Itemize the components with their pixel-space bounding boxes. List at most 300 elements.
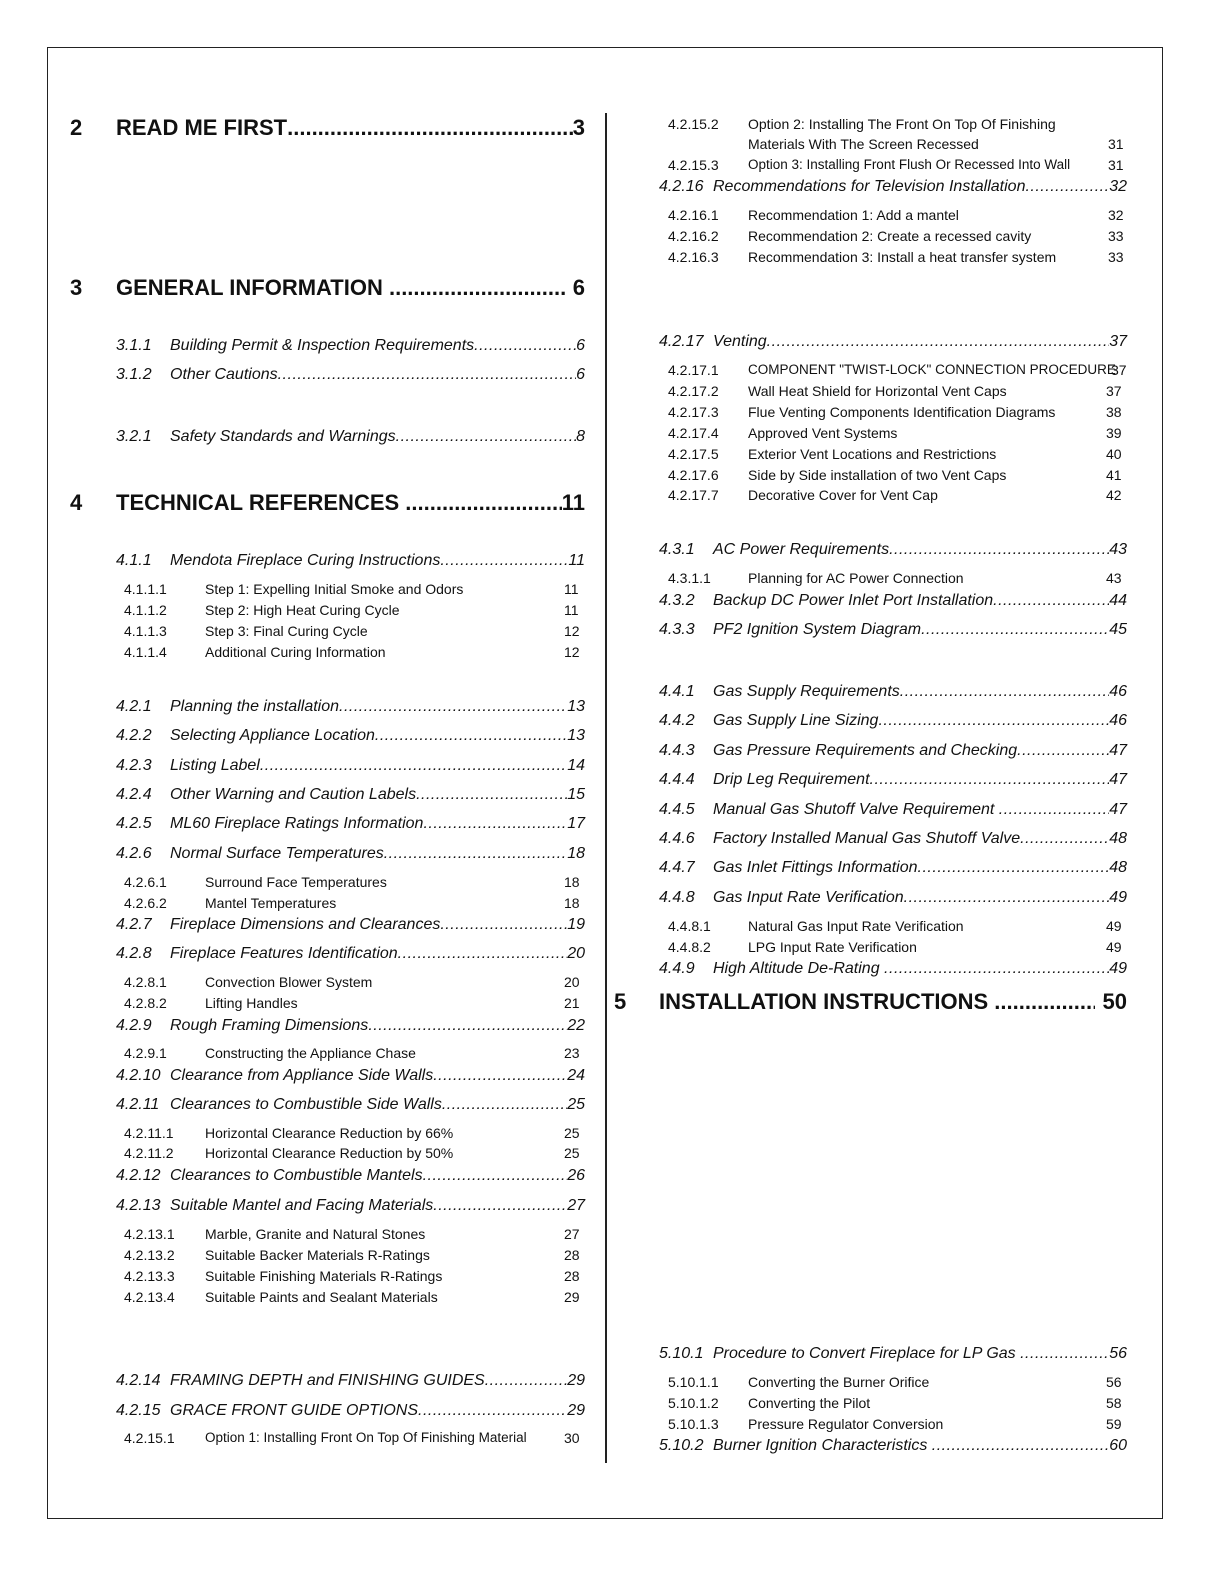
page-number: 25 <box>564 1145 580 1161</box>
toc-entry-4-2-6-1[interactable] <box>124 872 584 892</box>
dot-leader <box>932 1435 1109 1457</box>
section-title: Other Cautions <box>170 366 278 383</box>
section-title: Lifting Handles <box>205 995 298 1011</box>
toc-entry-4-4-4[interactable] <box>659 769 1127 791</box>
section-title: Approved Vent Systems <box>748 425 898 441</box>
toc-entry-4-2-13-3[interactable] <box>124 1266 584 1286</box>
section-title: Recommendation 1: Add a mantel <box>748 207 959 223</box>
dot-leader <box>440 550 568 572</box>
section-title: Pressure Regulator Conversion <box>748 1416 944 1432</box>
dot-leader <box>1025 176 1109 198</box>
section-number: 4.2.17 <box>659 333 704 350</box>
section-title: Burner Ignition Characteristics <box>713 1437 932 1454</box>
section-number: 4.3.2 <box>659 592 695 609</box>
toc-entry-4-2-6-2[interactable] <box>124 893 584 913</box>
page-number: 48 <box>1109 830 1127 847</box>
section-number: 4.2.13.1 <box>124 1226 175 1242</box>
page-number: 12 <box>564 644 580 660</box>
page-number: 49 <box>1109 960 1127 977</box>
section-title: Converting the Burner Orifice <box>748 1374 930 1390</box>
section-number: 4.1.1.1 <box>124 581 167 597</box>
section-number: 4.2.16.2 <box>668 228 719 244</box>
page-number: 33 <box>1108 249 1124 265</box>
page-number: 6 <box>576 337 585 354</box>
dot-leader <box>423 1165 568 1187</box>
section-number: 4.2.6.1 <box>124 874 167 890</box>
toc-entry-4-2-6[interactable] <box>116 843 585 865</box>
toc-entry-4-3-3[interactable] <box>659 619 1127 641</box>
chapter-number: 2 <box>70 115 83 140</box>
dot-leader <box>287 114 573 142</box>
section-title: Building Permit & Inspection Requirements <box>170 337 475 354</box>
toc-entry-3-2-1[interactable] <box>116 426 585 448</box>
toc-entry-4-4-1[interactable] <box>659 681 1127 703</box>
section-number: 4.2.16.3 <box>668 249 719 265</box>
dot-leader <box>416 784 567 806</box>
page-number: 31 <box>1108 157 1124 173</box>
section-title: Option 3: Installing Front Flush Or Recessed Into Wall <box>748 157 1071 172</box>
toc-entry-4-2-11[interactable] <box>116 1094 585 1116</box>
page-number: 28 <box>564 1268 580 1284</box>
toc-entry-4-2-11-2[interactable] <box>124 1143 584 1163</box>
page-number: 20 <box>567 945 585 962</box>
section-number: 3.2.1 <box>116 428 152 445</box>
section-number: 4.2.17.3 <box>668 404 719 420</box>
dot-leader <box>767 331 1110 353</box>
section-number: 4.2.14 <box>116 1372 161 1389</box>
page-number: 11 <box>568 552 585 569</box>
section-title: Natural Gas Input Rate Verification <box>748 918 964 934</box>
page-number: 39 <box>1106 425 1122 441</box>
section-number: 4.2.8.1 <box>124 974 167 990</box>
page-number: 47 <box>1109 771 1127 788</box>
section-title: Suitable Finishing Materials R-Ratings <box>205 1268 443 1284</box>
page-number: 17 <box>567 815 585 832</box>
column-divider <box>605 113 607 1463</box>
dot-leader <box>485 1370 567 1392</box>
section-number: 4.2.13.3 <box>124 1268 175 1284</box>
section-title: COMPONENT "TWIST-LOCK" CONNECTION PROCEDURE <box>748 362 1116 377</box>
toc-entry-4-4-6[interactable] <box>659 828 1127 850</box>
section-number: 4.2.5 <box>116 815 152 832</box>
toc-entry-4-2-13[interactable] <box>116 1195 585 1217</box>
toc-entry-4-2-15-1[interactable] <box>124 1428 584 1448</box>
toc-entry-4-1-1-1[interactable] <box>124 579 584 599</box>
dot-leader <box>433 1195 567 1217</box>
section-title: Fireplace Features Identification <box>170 945 398 962</box>
section-title: Recommendations for Television Installation <box>713 178 1026 195</box>
section-title: Clearances to Combustible Side Walls <box>170 1096 442 1113</box>
section-title: Recommendation 2: Create a recessed cavity <box>748 228 1032 244</box>
page-number: 12 <box>564 623 580 639</box>
section-title: Step 1: Expelling Initial Smoke and Odors <box>205 581 464 597</box>
toc-entry-4-2-15-3[interactable] <box>668 155 1128 175</box>
page-number: 46 <box>1109 683 1127 700</box>
dot-leader <box>884 958 1109 980</box>
section-number: 5.10.1.3 <box>668 1416 719 1432</box>
section-title: Venting <box>713 333 767 350</box>
page-number: 41 <box>1106 467 1122 483</box>
chapter-title: INSTALLATION INSTRUCTIONS <box>659 989 995 1014</box>
dot-leader <box>260 755 567 777</box>
toc-entry-5-10-1-3[interactable] <box>668 1414 1128 1434</box>
dot-leader <box>878 710 1109 732</box>
toc-entry-4-2-16-3[interactable] <box>668 247 1128 267</box>
section-number: 4.2.17.5 <box>668 446 719 462</box>
section-title: Clearance from Appliance Side Walls <box>170 1067 434 1084</box>
section-title: Selecting Appliance Location <box>170 727 375 744</box>
page-number: 43 <box>1106 570 1122 586</box>
section-title: Suitable Backer Materials R-Ratings <box>205 1247 430 1263</box>
dot-leader <box>870 769 1110 791</box>
page-number: 37 <box>1111 362 1127 378</box>
section-number: 4.2.12 <box>116 1167 161 1184</box>
section-number: 4.4.9 <box>659 960 695 977</box>
toc-entry-4-2-1[interactable] <box>116 696 585 718</box>
section-number: 4.2.10 <box>116 1067 161 1084</box>
page-number: 48 <box>1109 859 1127 876</box>
page-number: 15 <box>567 786 585 803</box>
section-number: 4.3.3 <box>659 621 695 638</box>
section-number: 5.10.1.2 <box>668 1395 719 1411</box>
section-number: 4.4.8 <box>659 889 695 906</box>
section-number: 4.4.1 <box>659 683 695 700</box>
section-title: Surround Face Temperatures <box>205 874 387 890</box>
section-title: GRACE FRONT GUIDE OPTIONS <box>170 1402 419 1419</box>
toc-entry-4-2-9-1[interactable] <box>124 1043 584 1063</box>
page-number: 19 <box>567 916 585 933</box>
toc-entry-3-1-1[interactable] <box>116 335 585 357</box>
page-number: 24 <box>567 1067 585 1084</box>
section-title: Procedure to Convert Fireplace for LP Gas <box>713 1345 1021 1362</box>
page-number: 44 <box>1109 592 1127 609</box>
toc-entry-5-10-1-1[interactable] <box>668 1372 1128 1392</box>
toc-entry-3-1-2[interactable] <box>116 364 585 386</box>
page-number: 37 <box>1109 333 1127 350</box>
toc-entry-4-2-17-7[interactable] <box>668 485 1128 505</box>
page-number: 3 <box>572 115 585 140</box>
section-title: Horizontal Clearance Reduction by 50% <box>205 1145 454 1161</box>
toc-entry-4-4-8-2[interactable] <box>668 937 1128 957</box>
toc-entry-4-1-1[interactable] <box>116 550 585 572</box>
section-number: 4.2.17.2 <box>668 383 719 399</box>
section-number: 4.2.9.1 <box>124 1045 167 1061</box>
toc-entry-4-2-16[interactable] <box>659 176 1127 198</box>
section-title: Exterior Vent Locations and Restrictions <box>748 446 997 462</box>
page-number: 23 <box>564 1045 580 1061</box>
dot-leader <box>889 539 1109 561</box>
section-number: 3.1.1 <box>116 337 152 354</box>
section-title: Additional Curing Information <box>205 644 386 660</box>
page-number: 6 <box>572 275 585 300</box>
page-number: 31 <box>1108 136 1124 152</box>
section-number: 4.3.1 <box>659 541 695 558</box>
chapter-title: READ ME FIRST <box>116 115 288 140</box>
page-number: 38 <box>1106 404 1122 420</box>
section-number: 4.2.6.2 <box>124 895 167 911</box>
toc-entry-4-1-1-2[interactable] <box>124 600 584 620</box>
page-number: 29 <box>567 1402 585 1419</box>
page-number: 13 <box>567 698 585 715</box>
page-number: 30 <box>564 1430 580 1446</box>
page-number: 13 <box>567 727 585 744</box>
section-number: 4.2.13.4 <box>124 1289 175 1305</box>
toc-entry-4-1-1-3[interactable] <box>124 621 584 641</box>
page-number: 18 <box>564 874 580 890</box>
section-number: 4.4.7 <box>659 859 695 876</box>
section-title: Step 3: Final Curing Cycle <box>205 623 368 639</box>
section-number: 4.2.11.2 <box>124 1145 174 1161</box>
section-title: Drip Leg Requirement <box>713 771 870 788</box>
section-number: 4.1.1.3 <box>124 623 167 639</box>
section-title: Side by Side installation of two Vent Caps <box>748 467 1007 483</box>
dot-leader <box>368 1015 567 1037</box>
toc-entry-4-2-17-2[interactable] <box>668 381 1128 401</box>
toc-entry-4-4-7[interactable] <box>659 857 1127 879</box>
section-number: 4.2.1 <box>116 698 152 715</box>
section-number: 5.10.1 <box>659 1345 704 1362</box>
dot-leader <box>1017 740 1109 762</box>
page-number: 50 <box>1102 989 1127 1014</box>
section-title: Constructing the Appliance Chase <box>205 1045 416 1061</box>
section-title: Listing Label <box>170 757 260 774</box>
page-number: 49 <box>1109 889 1127 906</box>
toc-entry-4-2-11-1[interactable] <box>124 1123 584 1143</box>
dot-leader <box>405 489 561 517</box>
dot-leader <box>389 274 565 302</box>
toc-entry-4-2-10[interactable] <box>116 1065 585 1087</box>
page-number: 25 <box>567 1096 585 1113</box>
section-title: Clearances to Combustible Mantels <box>170 1167 423 1184</box>
toc-entry-4-3-2[interactable] <box>659 590 1127 612</box>
page-number: 14 <box>567 757 585 774</box>
dot-leader <box>918 857 1110 879</box>
section-title: Option 1: Installing Front On Top Of Finishing Material <box>205 1430 527 1445</box>
toc-entry-4-2-17-4[interactable] <box>668 423 1128 443</box>
toc-entry-4-2-15-2[interactable] <box>668 114 1128 154</box>
page-number: 37 <box>1106 383 1122 399</box>
toc-entry-4-2-17[interactable] <box>659 331 1127 353</box>
page-number: 42 <box>1106 487 1122 503</box>
section-number: 4.2.11 <box>116 1096 160 1113</box>
section-title: Backup DC Power Inlet Port Installation <box>713 592 994 609</box>
section-number: 4.2.8 <box>116 945 152 962</box>
section-title: Rough Framing Dimensions <box>170 1017 369 1034</box>
toc-entry-4-1-1-4[interactable] <box>124 642 584 662</box>
page-number: 26 <box>567 1167 585 1184</box>
toc-entry-5-10-1-2[interactable] <box>668 1393 1128 1413</box>
page-number: 49 <box>1106 939 1122 955</box>
toc-entry-4-2-17-3[interactable] <box>668 402 1128 422</box>
section-number: 5.10.2 <box>659 1437 704 1454</box>
toc-entry-5-10-2[interactable] <box>659 1435 1127 1457</box>
chapter-number: 5 <box>614 989 627 1014</box>
section-number: 4.2.17.7 <box>668 487 719 503</box>
toc-entry-4-2-5[interactable] <box>116 813 585 835</box>
dot-leader <box>994 988 1094 1016</box>
toc-entry-4-4-8[interactable] <box>659 887 1127 909</box>
toc-entry-4-4-5[interactable] <box>659 799 1127 821</box>
page-number: 28 <box>564 1247 580 1263</box>
page-number: 22 <box>567 1017 585 1034</box>
section-title-continued: Materials With The Screen Recessed <box>748 136 979 152</box>
dot-leader <box>375 725 567 747</box>
chapter-number: 3 <box>70 275 83 300</box>
page-number: 59 <box>1106 1416 1122 1432</box>
toc-entry-4-2-7[interactable] <box>116 914 585 936</box>
section-title: Flue Venting Components Identification Diagrams <box>748 404 1056 420</box>
page-number: 60 <box>1109 1437 1127 1454</box>
section-number: 4.4.6 <box>659 830 695 847</box>
section-title: Suitable Paints and Sealant Materials <box>205 1289 438 1305</box>
toc-entry-4-2-17-6[interactable] <box>668 465 1128 485</box>
section-title: Gas Supply Line Sizing <box>713 712 879 729</box>
page-number: 18 <box>564 895 580 911</box>
section-number: 4.2.16 <box>659 178 704 195</box>
section-title: Gas Pressure Requirements and Checking <box>713 742 1018 759</box>
section-number: 4.2.17.1 <box>668 362 719 378</box>
section-title: LPG Input Rate Verification <box>748 939 917 955</box>
section-title: Decorative Cover for Vent Cap <box>748 487 938 503</box>
section-title: Horizontal Clearance Reduction by 66% <box>205 1125 454 1141</box>
section-title: Suitable Mantel and Facing Materials <box>170 1197 434 1214</box>
dot-leader <box>440 914 567 936</box>
section-title: Marble, Granite and Natural Stones <box>205 1226 426 1242</box>
page-number: 20 <box>564 974 580 990</box>
toc-entry-4-2-17-1[interactable] <box>668 360 1128 380</box>
section-number: 4.2.8.2 <box>124 995 167 1011</box>
section-title: Mantel Temperatures <box>205 895 337 911</box>
section-number: 4.2.11.1 <box>124 1125 174 1141</box>
section-title: Planning for AC Power Connection <box>748 570 964 586</box>
toc-entry-4-2-9[interactable] <box>116 1015 585 1037</box>
section-number: 4.2.13 <box>116 1197 161 1214</box>
page-number: 21 <box>564 995 580 1011</box>
page-number: 8 <box>576 428 585 445</box>
section-number: 4.2.9 <box>116 1017 152 1034</box>
section-title: Recommendation 3: Install a heat transfer system <box>748 249 1057 265</box>
toc-entry-4-2-13-2[interactable] <box>124 1245 584 1265</box>
toc-entry-4-2-3[interactable] <box>116 755 585 777</box>
section-number: 4.4.5 <box>659 801 695 818</box>
page-number: 32 <box>1109 178 1127 195</box>
section-number: 4.1.1.4 <box>124 644 167 660</box>
section-title: Gas Inlet Fittings Information <box>713 859 918 876</box>
dot-leader <box>384 843 567 865</box>
toc-entry-4-2-13-1[interactable] <box>124 1224 584 1244</box>
dot-leader <box>433 1065 567 1087</box>
toc-entry-4-2-15[interactable] <box>116 1400 585 1422</box>
dot-leader <box>999 799 1109 821</box>
section-number: 3.1.2 <box>116 366 152 383</box>
section-title: PF2 Ignition System Diagram <box>713 621 922 638</box>
section-number: 4.2.16.1 <box>668 207 719 223</box>
section-title: Option 2: Installing The Front On Top Of Finishing <box>748 116 1056 132</box>
toc-entry-4-2-2[interactable] <box>116 725 585 747</box>
section-number: 4.2.3 <box>116 757 152 774</box>
toc-entry-4-2-12[interactable] <box>116 1165 585 1187</box>
toc-entry-4-2-16-1[interactable] <box>668 205 1128 225</box>
section-number: 4.4.4 <box>659 771 695 788</box>
toc-entry-4-2-17-5[interactable] <box>668 444 1128 464</box>
section-title: Wall Heat Shield for Horizontal Vent Caps <box>748 383 1007 399</box>
page-number: 47 <box>1109 742 1127 759</box>
toc-entry-4-4-3[interactable] <box>659 740 1127 762</box>
section-number: 4.4.3 <box>659 742 695 759</box>
toc-entry-4-2-13-4[interactable] <box>124 1287 584 1307</box>
section-title: Planning the installation <box>170 698 340 715</box>
toc-entry-4-2-8-1[interactable] <box>124 972 584 992</box>
section-title: FRAMING DEPTH and FINISHING GUIDES <box>170 1372 485 1389</box>
dot-leader <box>474 335 576 357</box>
section-title: Factory Installed Manual Gas Shutoff Valve <box>713 830 1021 847</box>
toc-entry-4-4-9[interactable] <box>659 958 1127 980</box>
section-number: 4.4.8.2 <box>668 939 711 955</box>
section-number: 4.2.15.1 <box>124 1430 175 1446</box>
section-number: 4.2.17.4 <box>668 425 719 441</box>
page-number: 29 <box>567 1372 585 1389</box>
chapter-title: GENERAL INFORMATION <box>116 275 389 300</box>
toc-entry-4-2-8[interactable] <box>116 943 585 965</box>
section-title: Gas Supply Requirements <box>713 683 900 700</box>
section-title: Mendota Fireplace Curing Instructions <box>170 552 441 569</box>
section-title: Gas Input Rate Verification <box>713 889 904 906</box>
page-number: 11 <box>564 581 579 597</box>
page-number: 45 <box>1109 621 1127 638</box>
page-number: 40 <box>1106 446 1122 462</box>
page-number: 25 <box>564 1125 580 1141</box>
page-number: 46 <box>1109 712 1127 729</box>
section-number: 5.10.1.1 <box>668 1374 719 1390</box>
section-number: 4.2.7 <box>116 916 152 933</box>
section-number: 4.2.15.3 <box>668 157 719 173</box>
section-title: High Altitude De-Rating <box>713 960 885 977</box>
toc-entry-4-4-2[interactable] <box>659 710 1127 732</box>
page-number: 58 <box>1106 1395 1122 1411</box>
toc-entry-5-10-1[interactable] <box>659 1343 1127 1365</box>
section-number: 4.2.13.2 <box>124 1247 175 1263</box>
toc-entry-4-2-16-2[interactable] <box>668 226 1128 246</box>
toc-entry-4-3-1[interactable] <box>659 539 1127 561</box>
section-title: Safety Standards and Warnings <box>170 428 396 445</box>
dot-leader <box>423 813 567 835</box>
page-number: 27 <box>567 1197 585 1214</box>
chapter-number: 4 <box>70 490 83 515</box>
page-number: 27 <box>564 1226 580 1242</box>
page-number: 49 <box>1106 918 1122 934</box>
section-number: 4.3.1.1 <box>668 570 711 586</box>
section-title: Step 2: High Heat Curing Cycle <box>205 602 400 618</box>
section-title: Normal Surface Temperatures <box>170 845 384 862</box>
section-number: 4.2.15 <box>116 1402 161 1419</box>
section-title: Other Warning and Caution Labels <box>170 786 417 803</box>
toc-entry-4-2-4[interactable] <box>116 784 585 806</box>
dot-leader <box>278 364 576 386</box>
section-number: 4.4.8.1 <box>668 918 711 934</box>
section-number: 4.1.1 <box>116 552 152 569</box>
toc-entry-4-4-8-1[interactable] <box>668 916 1128 936</box>
toc-entry-4-3-1-1[interactable] <box>668 568 1128 588</box>
dot-leader <box>993 590 1109 612</box>
toc-entry-4-2-8-2[interactable] <box>124 993 584 1013</box>
dot-leader <box>1020 1343 1109 1365</box>
dot-leader <box>442 1094 567 1116</box>
section-title: AC Power Requirements <box>713 541 890 558</box>
toc-entry-4-2-14[interactable] <box>116 1370 585 1392</box>
section-number: 4.2.2 <box>116 727 152 744</box>
dot-leader <box>418 1400 567 1422</box>
section-number: 4.1.1.2 <box>124 602 167 618</box>
